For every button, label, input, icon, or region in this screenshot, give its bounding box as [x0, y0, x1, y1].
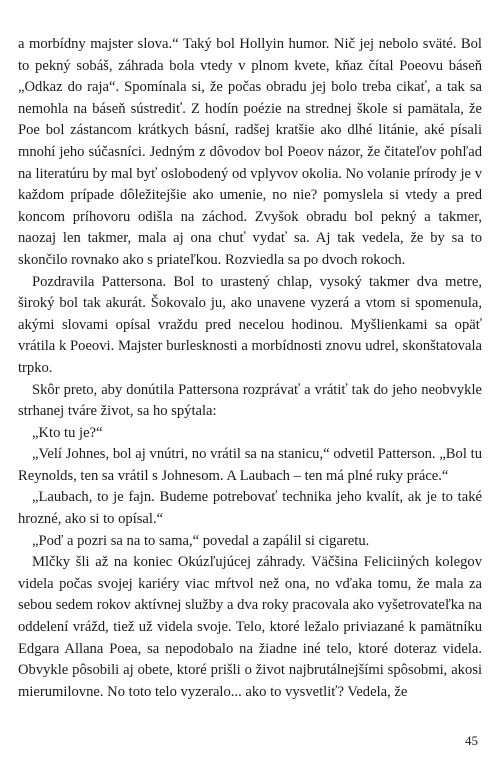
paragraph-3: Skôr preto, aby donútila Pattersona rozprávať a vrátiť tak do jeho neobvykle strhanej tváre život, sa ho spýtala: — [18, 381, 482, 420]
paragraph-2: Pozdravila Pattersona. Bol to urastený chlap, vysoký takmer dva metre, široký bol tak akurát. Šokovalo ju, ako unavene vyzerá a vtom si spomenula, akými slovami opísal vraždu pred necelou hodinou. Myšlienkami sa opäť vrátila k Poeovi. Majster burlesknosti a morbídnosti znovu udrel, skonštatovala trpko. — [18, 273, 482, 376]
paragraph-4: „Kto tu je?“ — [32, 424, 103, 441]
paragraph-5: „Velí Johnes, bol aj vnútri, no vrátil sa na stanicu,“ odvetil Patterson. „Bol tu Reynolds, ten sa vrátil s Johnesom. A Laubach – ten má plné ruky práce.“ — [18, 446, 482, 484]
paragraph-8: Mlčky šli až na koniec Okúzľujúcej záhrady. Väčšina Feliciiných kolegov videla počas svojej kariéry viac mŕtvol než ona, no vďaka tomu, že mala za sebou sedem rokov aktívnej služby a dva roky pracovala ako vyšetrovateľka na oddelení vrážd, tiež už videla svoje. Telo, ktoré ležalo priviazané k pamätníku Edgara Allana Poea, sa nepodobalo na žiadne iné telo, ktoré doteraz videla. Obvykle pôsobili aj obete, ktoré prišli o život najbrutálnejšími spôsobmi, akosi mierumilovne. No toto telo vyzeralo... ako to vysvetliť? Vedela, že — [18, 554, 482, 700]
paragraph-6: „Laubach, to je fajn. Budeme potrebovať technika jeho kvalít, ak je to také hrozné, ako si to opísal.“ — [18, 489, 482, 528]
book-page-text — [18, 34, 482, 703]
paragraph-7: „Poď a pozri sa na to sama,“ povedal a zapálil si cigaretu. — [32, 532, 370, 549]
paragraph-1: a morbídny majster slova.“ Taký bol Hollyin humor. Nič jej nebolo sväté. Bol to pekný sobáš, záhrada bola vtedy v plnom kvete, kňaz čítal Poeovu báseň „Odkaz do raja“. Spomínala si, že počas obradu jej bolo treba cikať, a tak sa nemohla na báseň sústrediť. Z hodín poézie na strednej škole si pamätala, že Poe bol zástancom krátkych básní, radšej kratšie ako dlhé litánie, aké písali mnohí jeho súčasníci. Jedným z dôvodov bol Poeov názor, že čitateľov pohľad na literatúru by mal byť oslobodený od vplyvov okolia. No volanie prírody je v každom prípade dôležitejšie ako umenie, no nie? pomyslela si vtedy a pred koncom príhovoru odišla na záchod. Zvyšok obradu bol pekný a takmer, naozaj len takmer, mala aj ona chuť vydať sa. Aj tak vedela, že by sa to skončilo rovnako ako s priateľkou. Rozviedla sa po dvoch rokoch. — [18, 36, 482, 268]
page-number: 45 — [465, 733, 478, 748]
